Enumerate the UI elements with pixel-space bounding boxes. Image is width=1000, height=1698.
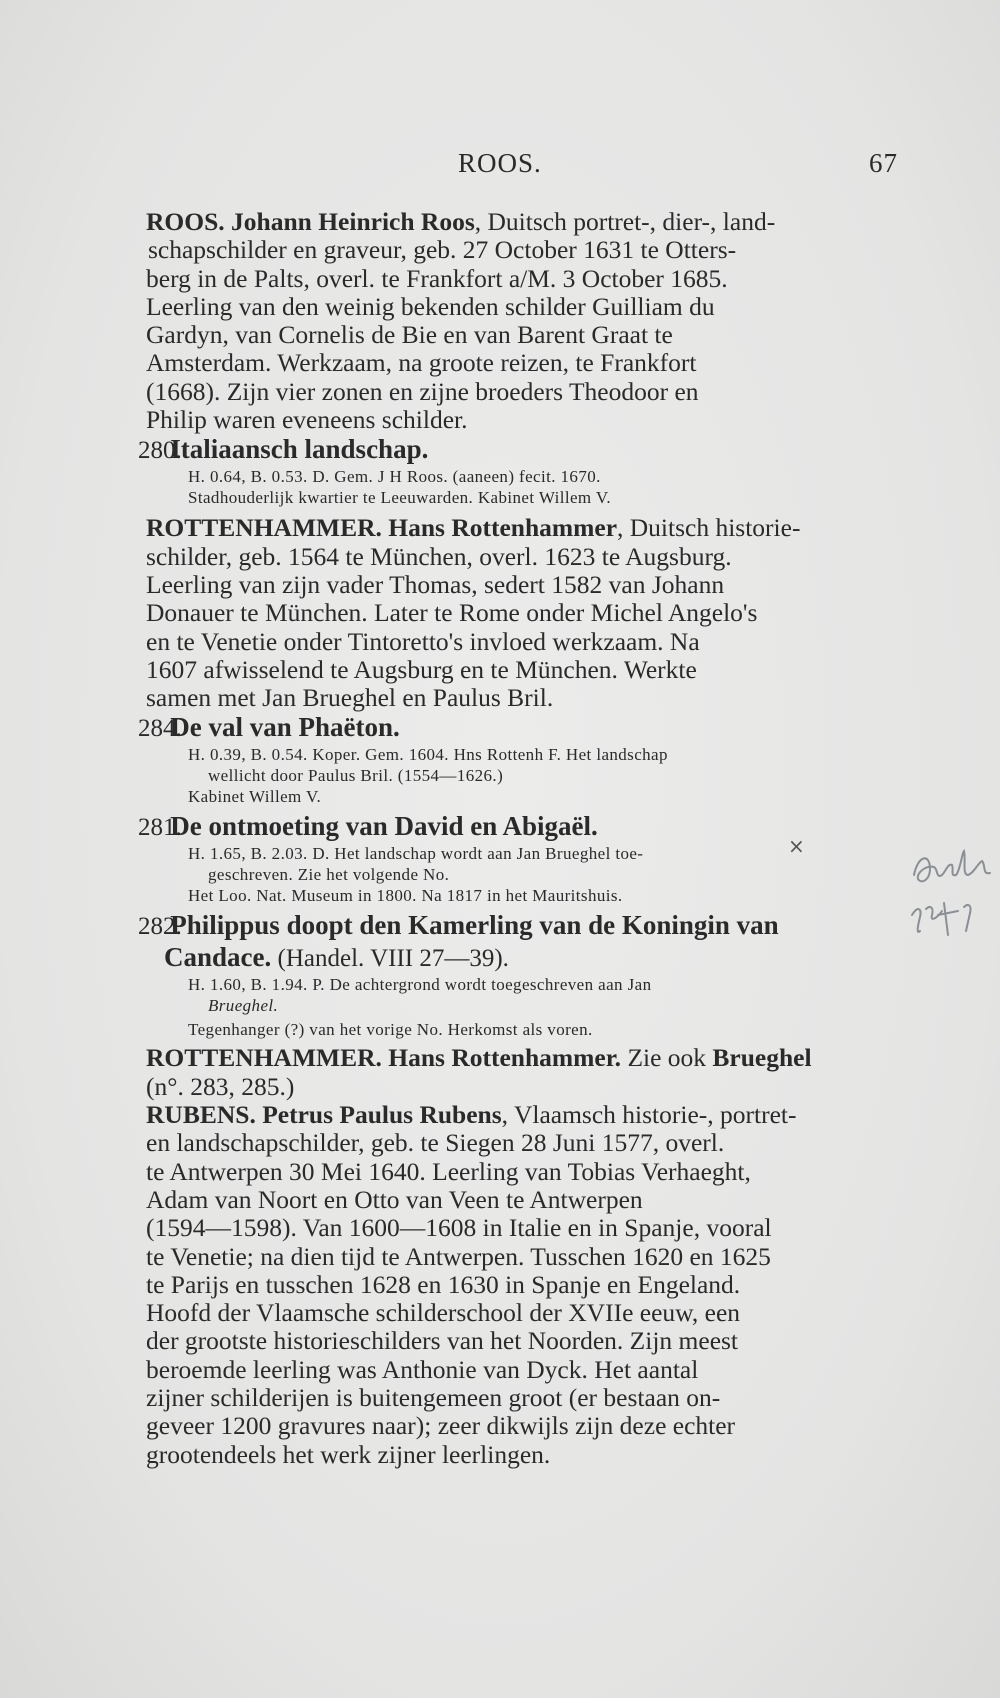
artist-key: ROTTENHAMMER. bbox=[146, 1043, 382, 1073]
bio-line: en landschapschilder, geb. te Siegen 28 Juni 1577, overl. bbox=[146, 1128, 725, 1158]
bio-line: der grootste historieschilders van het Noorden. Zijn meest bbox=[146, 1326, 739, 1356]
bio-line: grootendeels het werk zijner leerlingen. bbox=[146, 1439, 551, 1469]
catalogue-text bbox=[138, 207, 894, 1469]
artist-name: Johann Heinrich Roos bbox=[231, 207, 475, 236]
entry-roos bbox=[138, 207, 894, 508]
work-note: Kabinet Willem V. bbox=[188, 787, 322, 807]
artist-name: Petrus Paulus Rubens bbox=[262, 1100, 502, 1130]
bio-line: te Antwerpen 30 Mei 1640. Leerling van Tobias Verhaeght, bbox=[146, 1156, 751, 1186]
bio-line: Leerling van zijn vader Thomas, sedert 1582 van Johann bbox=[146, 569, 725, 599]
bio-line: geveer 1200 gravures naar); zeer dikwijls zijn deze echter bbox=[146, 1411, 736, 1441]
work-title bbox=[138, 434, 894, 466]
bio-line: Adam van Noort en Otto van Veen te Antwerpen bbox=[146, 1184, 643, 1214]
work-note: Brueghel. bbox=[208, 996, 279, 1016]
work-note: H. 1.60, B. 1.94. P. De achtergrond wordt toegeschreven aan Jan bbox=[188, 975, 652, 995]
work-title-text: De val van Phaëton. bbox=[170, 712, 400, 743]
entry-rottenhammer-xref bbox=[146, 1044, 894, 1101]
work-title-text: Philippus doopt den Kamerling van de Koningin van bbox=[170, 910, 779, 941]
running-title: ROOS. bbox=[458, 148, 542, 178]
bio-line: en te Venetie onder Tintoretto's invloed werkzaam. Na bbox=[146, 626, 700, 656]
bio-line: Hoofd der Vlaamsche schilderschool der XVIIe eeuw, een bbox=[146, 1298, 741, 1328]
work-title bbox=[138, 712, 894, 744]
work-number: 281. bbox=[138, 814, 182, 842]
bio-first-line bbox=[146, 1101, 894, 1129]
work-title-text: Italiaansch landschap. bbox=[170, 434, 429, 465]
xref-name: Brueghel bbox=[712, 1043, 812, 1073]
artist-name: Hans Rottenhammer. bbox=[388, 1043, 622, 1073]
xref-line: (n°. 283, 285.) bbox=[146, 1071, 295, 1101]
page-header bbox=[140, 148, 900, 188]
entry-rottenhammer bbox=[138, 513, 894, 1040]
work-note: H. 0.64, B. 0.53. D. Gem. J H Roos. (aaneen) fecit. 1670. bbox=[188, 467, 601, 487]
xref-line bbox=[146, 1044, 894, 1072]
work-title-text: Candace. bbox=[164, 942, 272, 973]
bio-text: , Duitsch portret-, dier-, land- bbox=[474, 207, 776, 236]
bio-line: Amsterdam. Werkzaam, na groote reizen, te Frankfort bbox=[146, 348, 697, 378]
bio-line: schilder, geb. 1564 te München, overl. 1623 te Augsburg. bbox=[146, 541, 732, 571]
bio-line: (1668). Zijn vier zonen en zijne broeders Theodoor en bbox=[146, 376, 699, 406]
bio-line: Gardyn, van Cornelis de Bie en van Barent Graat te bbox=[146, 320, 673, 350]
work-title bbox=[138, 811, 894, 843]
bio-line: 1607 afwisselend te Augsburg en te München. Werkte bbox=[146, 654, 697, 684]
work-number: 284. bbox=[138, 715, 182, 743]
work-note: geschreven. Zie het volgende No. bbox=[208, 865, 450, 885]
artist-key: ROTTENHAMMER. bbox=[146, 513, 382, 543]
bio-text: , Duitsch historie- bbox=[617, 513, 801, 543]
bio-line: schapschilder en graveur, geb. 27 October 1631 te Otters- bbox=[148, 235, 737, 265]
bio-line: Philip waren eveneens schilder. bbox=[146, 405, 468, 435]
bio-line: te Parijs en tusschen 1628 en 1630 in Spanje en Engeland. bbox=[146, 1269, 741, 1299]
work-number: 282. bbox=[138, 913, 182, 941]
bio-first-line bbox=[146, 514, 894, 542]
pencil-mark: × bbox=[788, 834, 805, 858]
work-note: Het Loo. Nat. Museum in 1800. Na 1817 in het Mauritshuis. bbox=[188, 886, 623, 906]
bio-first-line bbox=[146, 208, 894, 236]
work-title-text: De ontmoeting van David en Abigaël. bbox=[170, 811, 598, 842]
work-title bbox=[138, 910, 894, 942]
xref-text: Zie ook bbox=[621, 1043, 713, 1073]
bio-line: Donauer te München. Later te Rome onder Michel Angelo's bbox=[146, 598, 758, 628]
entry-rubens bbox=[146, 1101, 894, 1469]
work-note: wellicht door Paulus Bril. (1554—1626.) bbox=[208, 766, 504, 786]
artist-key: ROOS. bbox=[146, 207, 225, 236]
work-note: H. 0.39, B. 0.54. Koper. Gem. 1604. Hns Rottenh F. Het landschap bbox=[188, 745, 668, 765]
bio-line: samen met Jan Brueghel en Paulus Bril. bbox=[146, 683, 554, 713]
work-note: Stadhouderlijk kwartier te Leeuwarden. Kabinet Willem V. bbox=[188, 488, 611, 508]
bio-line: berg in de Palts, overl. te Frankfort a/M. 3 October 1685. bbox=[146, 263, 728, 293]
work-note: H. 1.65, B. 2.03. D. Het landschap wordt aan Jan Brueghel toe- bbox=[188, 844, 644, 864]
bio-line: zijner schilderijen is buitengemeen groot (er bestaan on- bbox=[146, 1383, 721, 1413]
bio-line: Leerling van den weinig bekenden schilder Guilliam du bbox=[146, 291, 715, 321]
artist-key: RUBENS. bbox=[146, 1100, 256, 1130]
work-number: 280. bbox=[138, 437, 182, 465]
work-note: Tegenhanger (?) van het vorige No. Herkomst als voren. bbox=[188, 1020, 593, 1040]
handwritten-margin-note bbox=[908, 845, 1000, 965]
bio-line: te Venetie; na dien tijd te Antwerpen. Tusschen 1620 en 1625 bbox=[146, 1241, 771, 1271]
bio-text: , Vlaamsch historie-, portret- bbox=[501, 1100, 797, 1130]
bio-line: (1594—1598). Van 1600—1608 in Italie en in Spanje, vooral bbox=[146, 1213, 772, 1243]
page-number: 67 bbox=[869, 148, 898, 178]
work-title-suffix: (Handel. VIII 27—39). bbox=[271, 945, 509, 973]
artist-name: Hans Rottenhammer bbox=[388, 513, 618, 543]
work-title-cont bbox=[146, 942, 894, 974]
bio-line: beroemde leerling was Anthonie van Dyck. Het aantal bbox=[146, 1354, 699, 1384]
